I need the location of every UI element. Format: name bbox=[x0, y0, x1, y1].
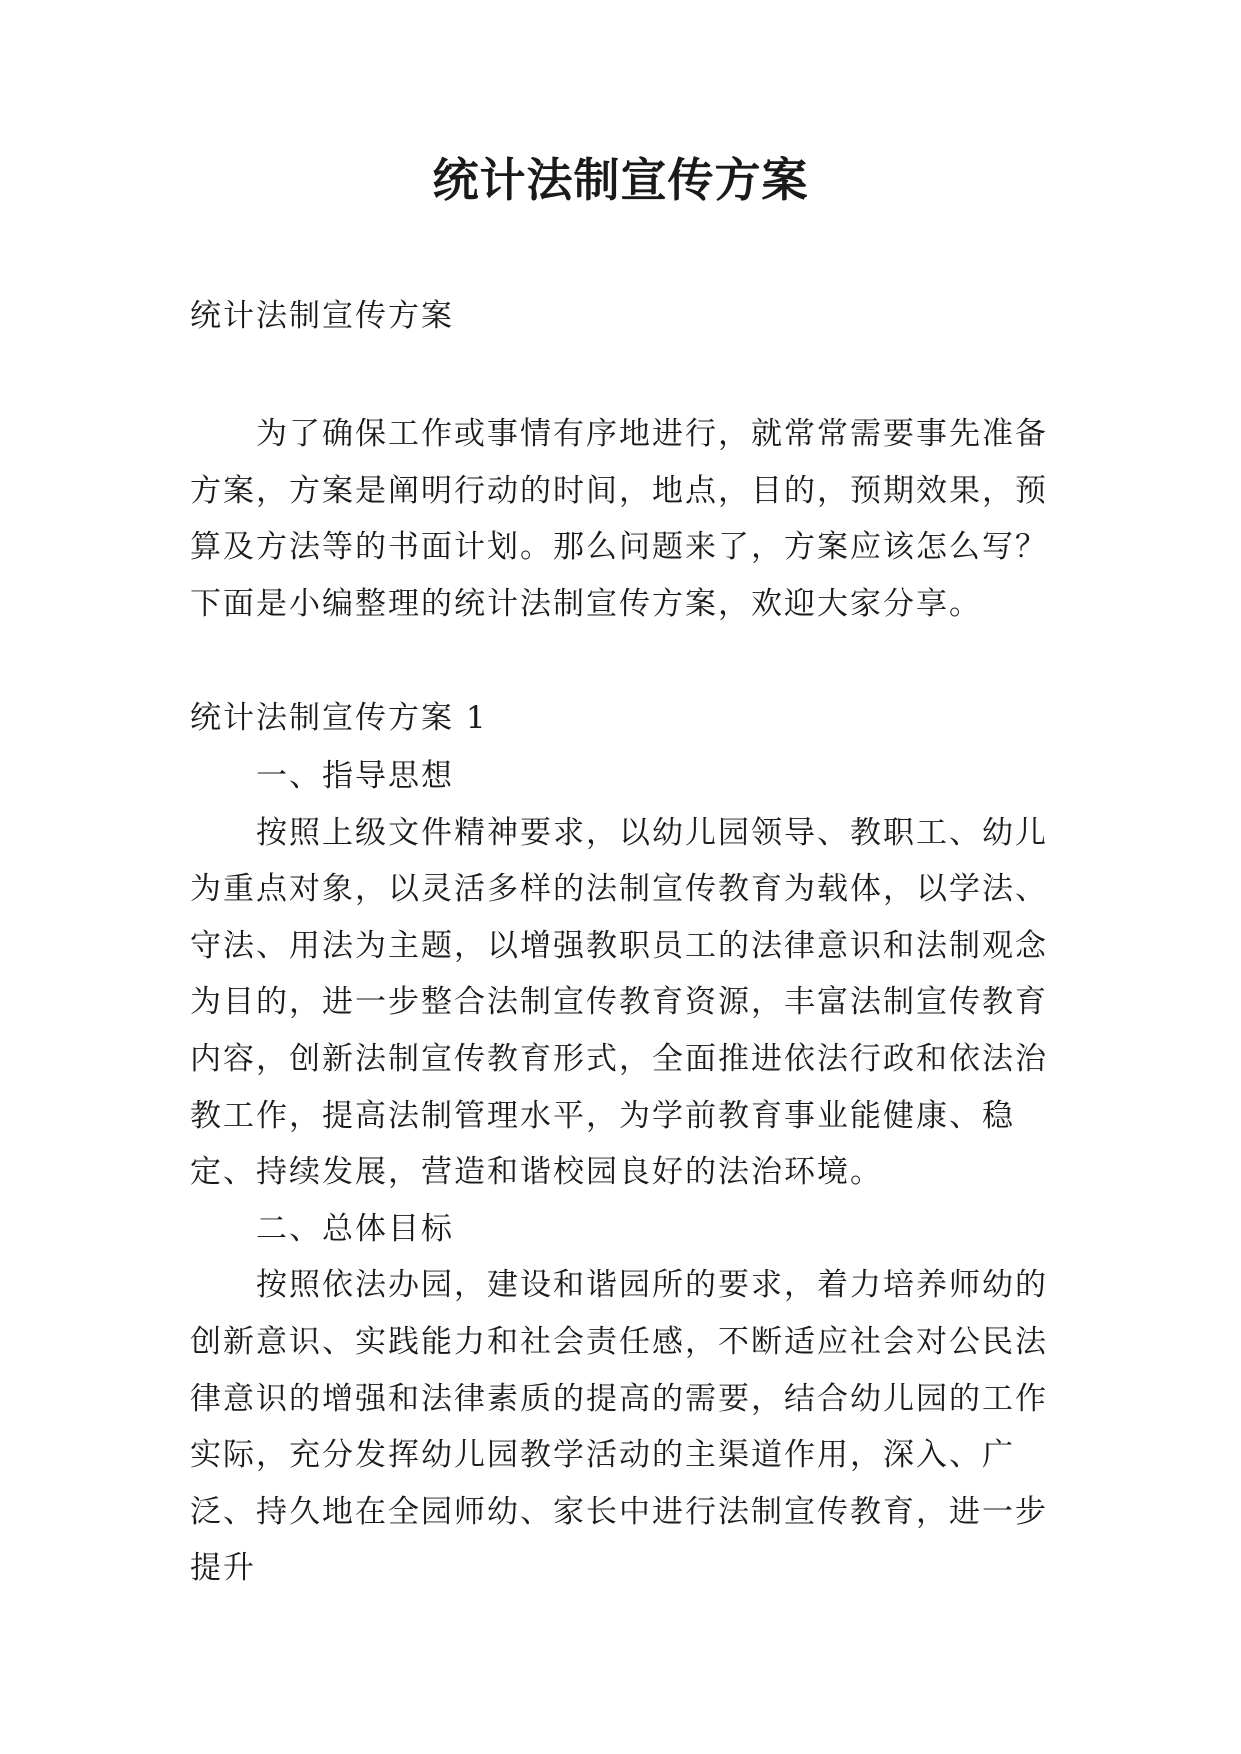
paragraph-guiding-ideology: 按照上级文件精神要求，以幼儿园领导、教职工、幼儿为重点对象，以灵活多样的法制宣传教育为载体，以学法、守法、用法为主题，以增强教职员工的法律意识和法制观念为目的，进一步整合法制宣传教育资源，丰富法制宣传教育内容，创新法制宣传教育形式，全面推进依法行政和依法治教工作，提高法制管理水平，为学前教育事业能健康、稳定、持续发展，营造和谐校园良好的法治环境。 bbox=[190, 814, 1048, 1191]
heading-overall-goal: 二、总体目标 bbox=[256, 1210, 454, 1247]
intro-paragraph: 为了确保工作或事情有序地进行，就常常需要事先准备方案，方案是阐明行动的时间，地点，目的，预期效果，预算及方法等的书面计划。那么问题来了，方案应该怎么写？下面是小编整理的统计法制宣传方案，欢迎大家分享。 bbox=[190, 416, 1048, 622]
paragraph-overall-goal: 按照依法办园，建设和谐园所的要求，着力培养师幼的创新意识、实践能力和社会责任感，不断适应社会对公民法律意识的增强和法律素质的提高的需要，结合幼儿园的工作实际，充分发挥幼儿园教学活动的主渠道作用，深入、广泛、持久地在全园师幼、家长中进行法制宣传教育，进一步提升 bbox=[190, 1267, 1048, 1587]
section-body bbox=[190, 748, 1070, 1597]
document-subtitle: 统计法制宣传方案 bbox=[190, 298, 454, 334]
heading-guiding-ideology: 一、指导思想 bbox=[256, 758, 454, 794]
document-title: 统计法制宣传方案 bbox=[432, 153, 809, 207]
section-title: 统计法制宣传方案 1 bbox=[190, 700, 488, 736]
